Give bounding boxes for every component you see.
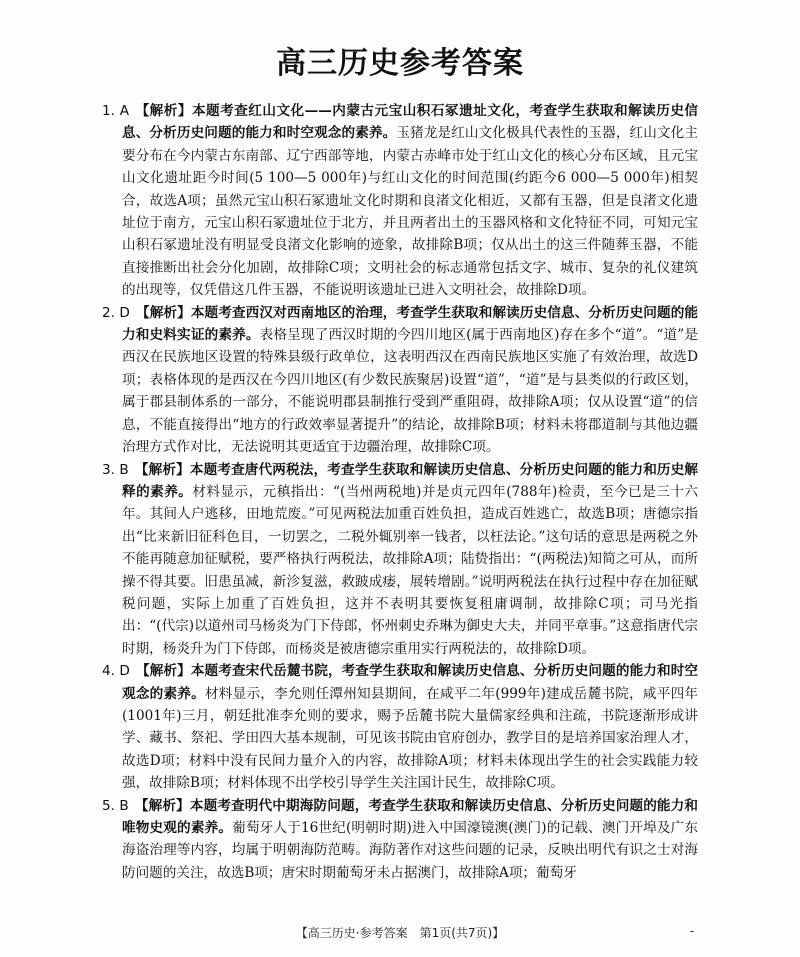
- analysis-tag: 【解析】: [134, 797, 190, 814]
- answer-item-3: [102, 459, 699, 661]
- answer-body: 玉猪龙是红山文化极具代表性的玉器，红山文化主要分布在今内蒙古东南部、辽宁西部等地，内蒙古赤峰市处于红山文化的核心分布区域，且元宝山文化遗址距今时间(5 100—5 000年)与红山文化的时间范围(约距今6 000—5 000年)相契合，故选A项；虽然元宝山积石冢遗址文化时期和良渚文化相近，又都有玉器，但是良渚文化遗址位于南方，元宝山积石冢遗址位于北方，并且两者出土的玉器风格和文化特征不同，可知元宝山积石冢遗址没有明显受良渚文化影响的迹象，故排除B项；仅从出土的这三件随葬玉器，不能直接推断出社会分化加剧，故排除C项；文明社会的标志通常包括文字、城市、复杂的礼仪建筑的出现等，仅凭借这几件玉器，不能说明该遗址已进入文明社会，故排除D项。: [122, 125, 698, 299]
- analysis-tag: 【解析】: [135, 103, 192, 119]
- analysis-tag: 【解析】: [135, 304, 191, 321]
- page-footer: 【高三历史·参考答案 第1页(共7页)】: [295, 926, 505, 940]
- footer-mark: -: [690, 924, 695, 938]
- answer-item-4: [102, 660, 699, 794]
- answer-lead: 本题考查西汉对西南地区的治理，考查学生获取和解读历史信息、分析历史问题的能力和史料实证的素养。: [122, 304, 699, 344]
- answer-item-1: [102, 100, 699, 302]
- answer-body: 材料显示，李允则任潭州知县期间，在咸平二年(999年)建成岳麓书院，咸平四年(1001年)三月，朝廷批准李允则的要求，赐予岳麓书院大量儒家经典和注疏，书院逐渐形成讲学、藏书、祭祀、学田四大基本规制，可见该书院由官府创办，教学目的是培养国家治理人才，故选D项；材料中没有民间力量介入的内容，故排除A项；材料未体现出学生的社会实践能力较强，故排除B项；材料体现不出学校引导学生关注国计民生，故排除C项。: [122, 685, 699, 792]
- answer-number: 4. D: [102, 663, 130, 680]
- answer-lead: 本题考查红山文化——内蒙古元宝山积石冢遗址文化，考查学生获取和解读历史信息、分析历史问题的能力和时空观念的素养。: [122, 103, 699, 142]
- answer-lead: 本题考查宋代岳麓书院，考查学生获取和解读历史信息、分析历史问题的能力和时空观念的素养。: [122, 663, 699, 702]
- answer-lead: 本题考查唐代两税法，考查学生获取和解读历史信息、分析历史问题的能力和历史解释的素养。: [122, 461, 698, 500]
- answer-number: 2. D: [102, 304, 130, 321]
- answer-body: 材料显示，元稹指出：“(当州两税地)并是贞元四年(788年)检责，至今已是三十六年。其间人户逃移，田地荒废。”可见两税法加重百姓负担，造成百姓逃亡，故选B项；唐德宗指出“比来新旧征科色目，一切罢之，二税外辄别率一钱者，以枉法论。”这句话的意思是两税之外不能再随意加征赋税，要严格执行两税法，故排除A项；陆贽指出：“(两税法)知简之可从，而所操不得其要。旧患虽减，新沴复滋，救跛成痿，展转增剧。”说明两税法在执行过程中存在加征赋税问题，实际上加重了百姓负担，这并不表明其要恢复租庸调制，故排除C项；司马光指出：“(代宗)以道州司马杨炎为门下侍郎，怀州刺史乔琳为御史大夫，并同平章事。”这意指唐代宗时期，杨炎升为门下侍郎，而杨炎是被唐德宗重用实行两税法的，故排除D项。: [122, 483, 699, 657]
- answer-number: 5. B: [102, 797, 129, 814]
- analysis-tag: 【解析】: [134, 461, 190, 478]
- answer-number: 3. B: [102, 461, 129, 478]
- answer-item-5: [102, 795, 699, 885]
- page-title: 高三历史参考答案: [276, 46, 524, 81]
- analysis-tag: 【解析】: [135, 663, 191, 680]
- answer-lead: 本题考查明代中期海防问题，考查学生获取和解读历史信息、分析历史问题的能力和唯物史观的素养。: [122, 797, 698, 836]
- answer-body: 葡萄牙人于16世纪(明朝时期)进入中国濠镜澳(澳门)的记载、澳门开埠及广东海盗治理等内容，均属于明朝海防范畴。海防著作对这些问题的记录，反映出明代有识之士对海防问题的关注，故选B项；唐宋时期葡萄牙未占据澳门，故排除A项；葡萄牙: [122, 820, 699, 881]
- answer-item-2: [102, 302, 699, 459]
- answer-body: 表格呈现了西汉时期的今四川地区(属于西南地区)存在多个“道”。“道”是西汉在民族地区设置的特殊县级行政单位，这表明西汉在西南民族地区实施了有效治理，故选D项；表格体现的是西汉在今四川地区(有少数民族聚居)设置“道”，“道”是与县类似的行政区划，属于郡县制体系的一部分，不能说明郡县制推行受到严重阻碍，故排除A项；仅从设置“道”的信息，不能直接得出“地方的行政效率显著提升”的结论，故排除B项；材料未将郡道制与其他边疆治理方式作对比，无法说明其更适宜于边疆治理，故排除C项。: [122, 327, 699, 456]
- answer-list: [102, 100, 698, 884]
- answer-number: 1. A: [102, 103, 130, 119]
